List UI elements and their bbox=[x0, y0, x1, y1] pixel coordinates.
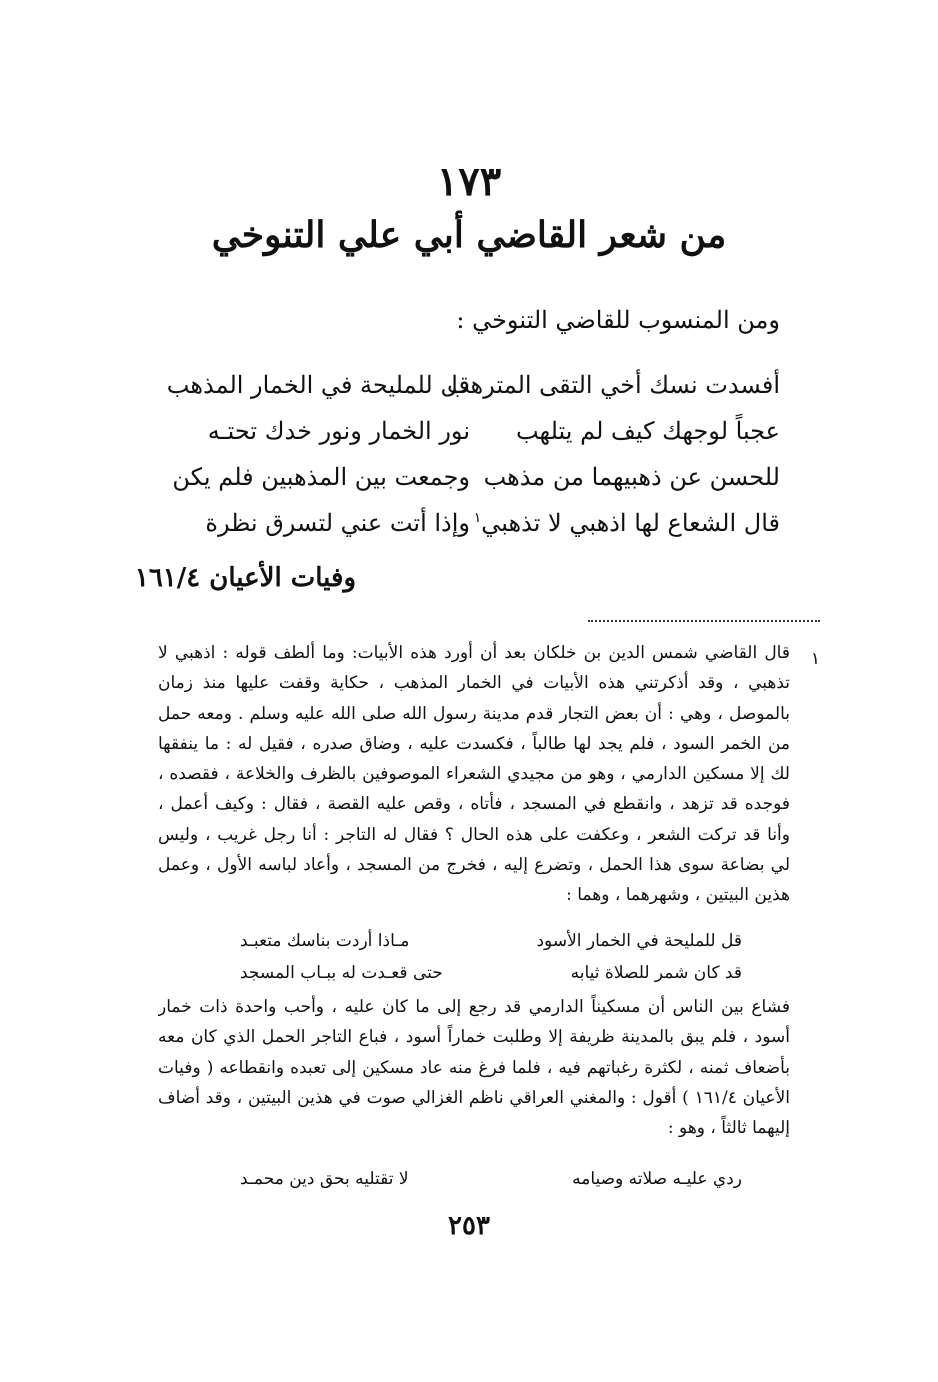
footnote-verse bbox=[240, 958, 742, 988]
hemistich-text: قال الشعاع لها اذهبي لا تذهبي bbox=[481, 509, 780, 537]
footnote-separator bbox=[588, 620, 820, 622]
footnote-reference[interactable]: ١ bbox=[473, 510, 482, 526]
footnote-line: بالموصل ، وهي : أن بعض التجار قدم مدينة رسول الله صلى الله عليه وسلم . ومعه حمل bbox=[158, 703, 790, 724]
first-hemistich: وجمعت بين المذهبين فلم يكن bbox=[172, 463, 470, 491]
footnote-line: لك إلا مسكين الدارمي ، وهو من مجيدي الشعراء الموصوفين بالظرف والخلاعة ، فقصده ، bbox=[158, 764, 790, 785]
first-hemistich: ردي عليـه صلاته وصيامه bbox=[572, 1169, 742, 1189]
footnote-line: لي بضاعة سوى هذا الحمل ، وتضرع إليه ، فخرج من المسجد ، وأعاد لباسه الأول ، وعمل bbox=[158, 855, 790, 876]
poem bbox=[166, 362, 780, 546]
chapter-title: من شعر القاضي أبي علي التنوخي bbox=[211, 214, 727, 256]
second-hemistich: مـاذا أردت بناسك متعبـد bbox=[240, 931, 410, 951]
footnote-line: إليهما ثالثاً ، وهو : bbox=[667, 1118, 790, 1139]
source-citation: وفيات الأعيان ١٦١/٤ bbox=[134, 563, 356, 593]
first-hemistich: قل للمليحة في الخمار المذهب bbox=[166, 371, 470, 399]
footnote-line: من الخمر السود ، فلم يجد لها طالباً ، فكسدت عليه ، وضاق صدره ، فقيل له : ما ينفقها bbox=[158, 733, 790, 754]
footnote-line: فشاع بين الناس أن مسكيناً الدارمي قد رجع إلى ما كان عليه ، وأحب واحدة ذات خمار bbox=[158, 997, 790, 1017]
second-hemistich: لا تقتليه بحق دين محمـد bbox=[240, 1169, 409, 1189]
footnote-line: الأعيان ١٦١/٤ ) أقول : والمغني العراقي ناظم الغزالي صوت في هذين البيتين ، وقد أضاف bbox=[158, 1087, 790, 1108]
footnote-line: تذهبي ، وقد أذكرتني هذه الأبيات في الخمار المذهب ، حكاية وقفت عليها منذ زمان bbox=[158, 673, 790, 694]
footnote-paragraph-2 bbox=[158, 992, 790, 1143]
footnote-line: فوجده قد تزهد ، وانقطع في المسجد ، فأتاه ، وقص عليه القصة ، فقال : وكيف أعمل ، bbox=[158, 794, 790, 815]
page-number: ٢٥٣ bbox=[448, 1211, 490, 1241]
footnote-marker: ١ bbox=[810, 649, 820, 669]
poem-verse bbox=[190, 408, 780, 454]
first-hemistich: قل للمليحة في الخمار الأسود bbox=[536, 931, 742, 951]
footnote-line: هذين البيتين ، وشهرهما ، وهما : bbox=[566, 885, 790, 906]
first-hemistich: قد كان شمر للصلاة ثيابه bbox=[570, 963, 742, 983]
footnote-line: أسود ، فلم يبق بالمدينة ظريفة إلا وطلبت خماراً أسود ، فباع التاجر الحمل الذي كان معه bbox=[158, 1027, 790, 1048]
poem-verse bbox=[166, 362, 780, 408]
first-hemistich: نور الخمار ونور خدك تحتـه bbox=[207, 417, 470, 445]
footnote-paragraph-1 bbox=[158, 638, 790, 911]
footnote-line: قال القاضي شمس الدين بن خلكان بعد أن أورد هذه الأبيات: وما ألطف قوله : اذهبي لا bbox=[158, 643, 790, 663]
footnote-verse bbox=[240, 926, 742, 956]
second-hemistich: حتى قعـدت له ببـاب المسجد bbox=[240, 963, 443, 983]
second-hemistich: للحسن عن ذهبيهما من مذهب bbox=[483, 463, 780, 491]
poem-verse bbox=[172, 454, 780, 500]
chapter-number: ١٧٣ bbox=[436, 158, 502, 205]
footnote-verse bbox=[240, 1164, 742, 1194]
footnote-line: بأضعاف ثمنه ، لكثرة رغباتهم فيه ، فلما فرغ منه عاد مسكين إلى تعبده وانقطاعه ( وفيات bbox=[158, 1057, 790, 1078]
intro-line: ومن المنسوب للقاضي التنوخي : bbox=[456, 306, 780, 334]
second-hemistich: عجباً لوجهك كيف لم يتلهب bbox=[515, 417, 780, 445]
first-hemistich: وإذا أتت عني لتسرق نظرة bbox=[205, 509, 470, 537]
footnote-line: وأنا قد تركت الشعر ، وعكفت على هذه الحال ؟ فقال له التاجر : أنا رجل غريب ، وليس bbox=[158, 824, 790, 845]
poem-verse bbox=[190, 500, 780, 546]
second-hemistich: أفسدت نسك أخي التقى المترهب bbox=[446, 371, 780, 399]
second-hemistich bbox=[473, 509, 780, 537]
